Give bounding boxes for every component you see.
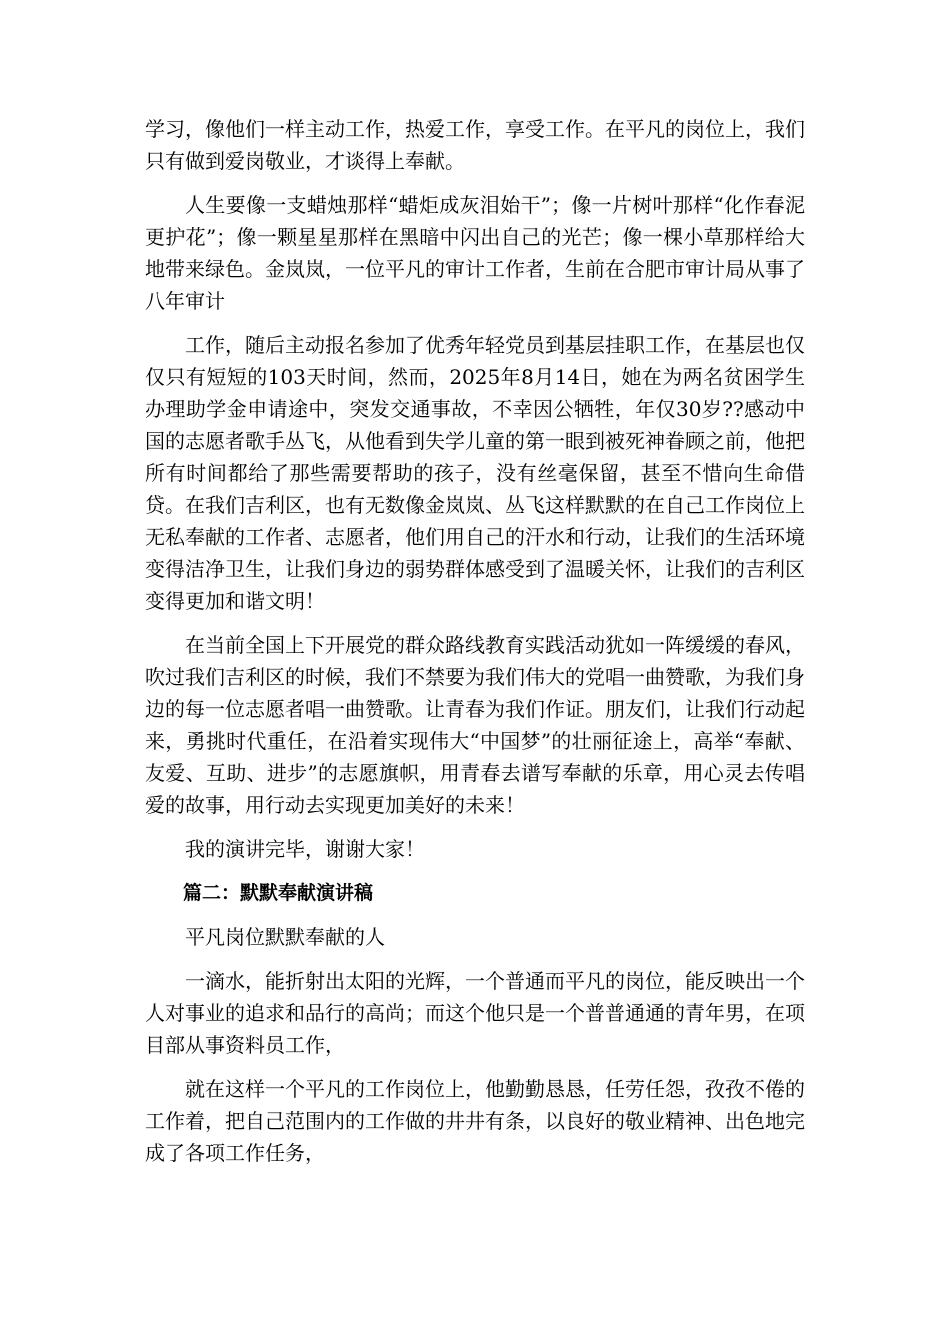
paragraph-volunteer-stories: 工作，随后主动报名参加了优秀年轻党员到基层挂职工作，在基层也仅仅只有短短的103天时间，然而，2025年8月14日，她在为两名贫困学生办理助学金申请途中，突发交通事故，不幸因公牺牲，年仅30岁??感动中国的志愿者歌手丛飞，从他看到失学儿童的第一眼到被死神眷顾之前，他把所有时间都给了那些需要帮助的孩子，没有丝毫保留，甚至不惜向生命借贷。在我们吉利区，也有无数像金岚岚、丛飞这样默默的在自己工作岗位上无私奉献的工作者、志愿者，他们用自己的汗水和行动，让我们的生活环境变得洁净卫生，让我们身边的弱势群体感受到了温暖关怀，让我们的吉利区变得更加和谐文明！ <box>145 333 805 613</box>
paragraph-candle-metaphor: 人生要像一支蜡烛那样“蜡炬成灰泪始干”；像一片树叶那样“化作春泥更护花”；像一颗星星那样在黑暗中闪出自己的光芒；像一棵小草那样给大地带来绿色。金岚岚，一位平凡的审计工作者，生前在合肥市审计局从事了八年审计 <box>145 193 805 313</box>
paragraph-diligent-work: 就在这样一个平凡的工作岗位上，他勤勤恳恳，任劳任怨，孜孜不倦的工作着，把自己范围内的工作做的井井有条，以良好的敬业精神、出色地完成了各项工作任务， <box>145 1077 805 1165</box>
paragraph-closing: 我的演讲完毕，谢谢大家！ <box>185 837 425 861</box>
paragraph-continuation: 学习，像他们一样主动工作，热爱工作，享受工作。在平凡的岗位上，我们只有做到爱岗敬业，才谈得上奉献。 <box>145 117 805 173</box>
section-subtitle: 平凡岗位默默奉献的人 <box>185 925 385 949</box>
section-heading: 篇二：默默奉献演讲稿 <box>183 882 374 904</box>
document-page <box>145 113 805 1181</box>
paragraph-water-drop: 一滴水，能折射出太阳的光辉，一个普通而平凡的岗位，能反映出一个人对事业的追求和品行的高尚；而这个他只是一个普普通通的青年男，在项目部从事资料员工作， <box>145 969 805 1057</box>
paragraph-call-to-action: 在当前全国上下开展党的群众路线教育实践活动犹如一阵缓缓的春风，吹过我们吉利区的时候，我们不禁要为我们伟大的党唱一曲赞歌，为我们身边的每一位志愿者唱一曲赞歌。让青春为我们作证。朋友们，让我们行动起来，勇挑时代重任，在沿着实现伟大“中国梦”的壮丽征途上，高举“奉献、友爱、互助、进步”的志愿旗帜，用青春去谱写奉献的乐章，用心灵去传唱爱的故事，用行动去实现更加美好的未来！ <box>145 633 805 817</box>
